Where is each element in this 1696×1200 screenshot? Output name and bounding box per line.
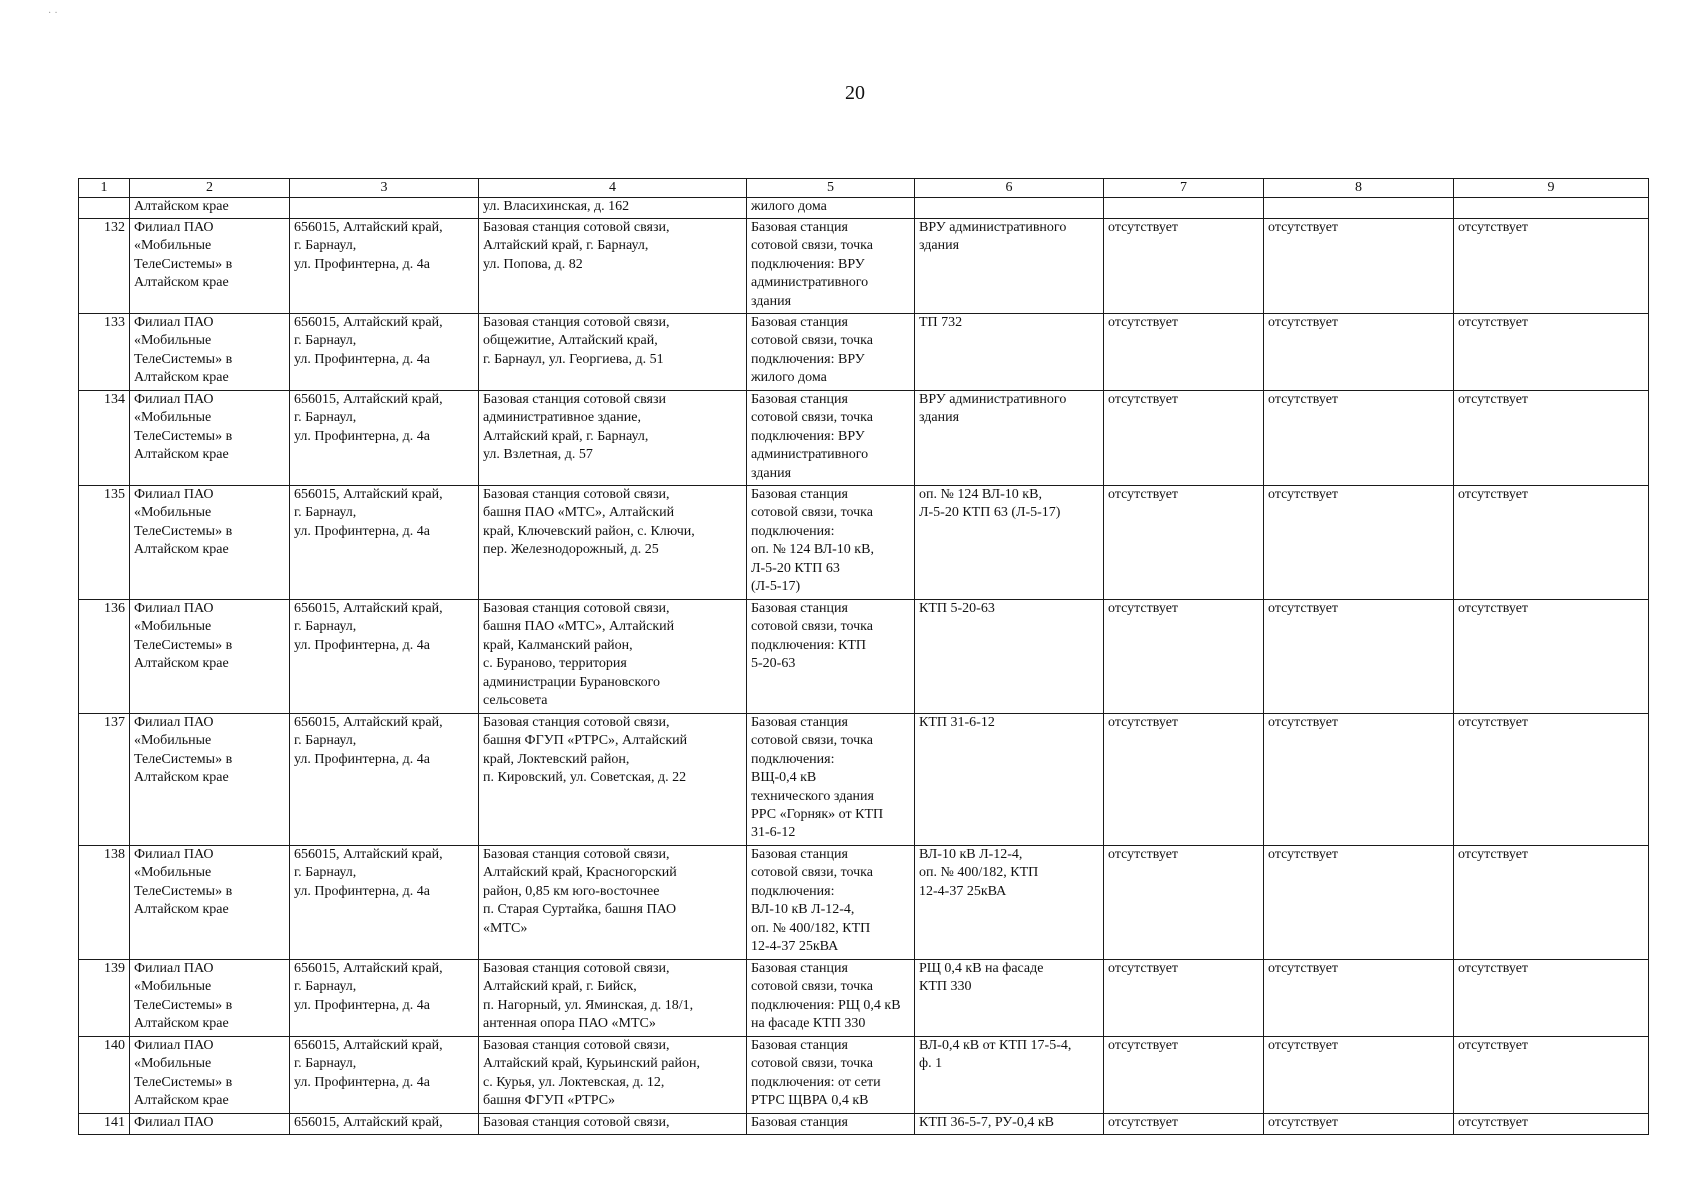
- applicant-address: 656015, Алтайский край,: [290, 1114, 479, 1135]
- applicant-address: 656015, Алтайский край, г. Барнаул, ул. Профинтерна, д. 4а: [290, 1037, 479, 1114]
- table-row: [79, 1114, 1649, 1135]
- object-location: Базовая станция сотовой связи административное здание, Алтайский край, г. Барнаул, ул. Взлетная, д. 57: [479, 391, 747, 486]
- col7-value: отсутствует: [1104, 714, 1264, 846]
- col7-value: отсутствует: [1104, 960, 1264, 1037]
- col9-value: отсутствует: [1454, 486, 1649, 600]
- power-source: КТП 5-20-63: [915, 600, 1104, 714]
- table-row: [79, 314, 1649, 391]
- col8-value: отсутствует: [1264, 1037, 1454, 1114]
- row-number: 132: [79, 219, 130, 314]
- col7-value: отсутствует: [1104, 1114, 1264, 1135]
- column-header: 4: [479, 179, 747, 198]
- row-number: 134: [79, 391, 130, 486]
- object-location: Базовая станция сотовой связи, Алтайский край, Красногорский район, 0,85 км юго-восточнее п. Старая Суртайка, башня ПАО «МТС»: [479, 846, 747, 960]
- power-source: КТП 31-6-12: [915, 714, 1104, 846]
- connection-point: Базовая станция сотовой связи, точка подключения: ВЛ-10 кВ Л-12-4, оп. № 400/182, КТП 12-4-37 25кВА: [747, 846, 915, 960]
- applicant-name: Филиал ПАО «Мобильные ТелеСистемы» в Алтайском крае: [130, 314, 290, 391]
- row-number: 139: [79, 960, 130, 1037]
- applicant-name: Филиал ПАО «Мобильные ТелеСистемы» в Алтайском крае: [130, 600, 290, 714]
- col9-value: отсутствует: [1454, 391, 1649, 486]
- applicant-address: 656015, Алтайский край, г. Барнаул, ул. Профинтерна, д. 4а: [290, 600, 479, 714]
- continuation-row: [79, 198, 1649, 219]
- table-cell: жилого дома: [747, 198, 915, 219]
- col9-value: отсутствует: [1454, 846, 1649, 960]
- corner-mark: ··: [48, 8, 61, 19]
- connection-point: Базовая станция: [747, 1114, 915, 1135]
- connection-point: Базовая станция сотовой связи, точка подключения: ВЩ-0,4 кВ технического здания РРС «Горняк» от КТП 31-6-12: [747, 714, 915, 846]
- page-number: 20: [845, 82, 865, 104]
- col8-value: отсутствует: [1264, 486, 1454, 600]
- applicant-name: Филиал ПАО «Мобильные ТелеСистемы» в Алтайском крае: [130, 846, 290, 960]
- table-row: [79, 1037, 1649, 1114]
- applicant-address: 656015, Алтайский край, г. Барнаул, ул. Профинтерна, д. 4а: [290, 486, 479, 600]
- col8-value: отсутствует: [1264, 1114, 1454, 1135]
- applicant-name: Филиал ПАО «Мобильные ТелеСистемы» в Алтайском крае: [130, 219, 290, 314]
- column-header: 5: [747, 179, 915, 198]
- col9-value: отсутствует: [1454, 960, 1649, 1037]
- applicant-name: Филиал ПАО: [130, 1114, 290, 1135]
- column-header: 7: [1104, 179, 1264, 198]
- header-row: [79, 179, 1649, 198]
- col9-value: отсутствует: [1454, 314, 1649, 391]
- row-number: 138: [79, 846, 130, 960]
- power-source: КТП 36-5-7, РУ-0,4 кВ: [915, 1114, 1104, 1135]
- applicant-address: 656015, Алтайский край, г. Барнаул, ул. Профинтерна, д. 4а: [290, 219, 479, 314]
- table-row: [79, 391, 1649, 486]
- object-location: Базовая станция сотовой связи, Алтайский край, Курьинский район, с. Курья, ул. Локтевская, д. 12, башня ФГУП «РТРС»: [479, 1037, 747, 1114]
- registry-table: [78, 178, 1649, 1135]
- row-number: 140: [79, 1037, 130, 1114]
- object-location: Базовая станция сотовой связи,: [479, 1114, 747, 1135]
- table-cell: ул. Власихинская, д. 162: [479, 198, 747, 219]
- applicant-name: Филиал ПАО «Мобильные ТелеСистемы» в Алтайском крае: [130, 960, 290, 1037]
- table-row: [79, 960, 1649, 1037]
- column-header: 1: [79, 179, 130, 198]
- col8-value: отсутствует: [1264, 714, 1454, 846]
- col9-value: отсутствует: [1454, 219, 1649, 314]
- table-row: [79, 219, 1649, 314]
- power-source: ВЛ-0,4 кВ от КТП 17-5-4, ф. 1: [915, 1037, 1104, 1114]
- table-cell: [1454, 198, 1649, 219]
- connection-point: Базовая станция сотовой связи, точка подключения: ВРУ административного здания: [747, 391, 915, 486]
- table-cell: [1264, 198, 1454, 219]
- row-number: 135: [79, 486, 130, 600]
- power-source: ВРУ административного здания: [915, 219, 1104, 314]
- table-cell: [79, 198, 130, 219]
- power-source: ТП 732: [915, 314, 1104, 391]
- applicant-address: 656015, Алтайский край, г. Барнаул, ул. Профинтерна, д. 4а: [290, 960, 479, 1037]
- col7-value: отсутствует: [1104, 846, 1264, 960]
- connection-point: Базовая станция сотовой связи, точка подключения: ВРУ жилого дома: [747, 314, 915, 391]
- column-header: 9: [1454, 179, 1649, 198]
- col7-value: отсутствует: [1104, 600, 1264, 714]
- row-number: 133: [79, 314, 130, 391]
- column-header: 6: [915, 179, 1104, 198]
- applicant-address: 656015, Алтайский край, г. Барнаул, ул. Профинтерна, д. 4а: [290, 846, 479, 960]
- col9-value: отсутствует: [1454, 1114, 1649, 1135]
- table-row: [79, 600, 1649, 714]
- row-number: 141: [79, 1114, 130, 1135]
- col9-value: отсутствует: [1454, 600, 1649, 714]
- connection-point: Базовая станция сотовой связи, точка подключения: оп. № 124 ВЛ-10 кВ, Л-5-20 КТП 63 (Л-5-17): [747, 486, 915, 600]
- col7-value: отсутствует: [1104, 1037, 1264, 1114]
- column-header: 3: [290, 179, 479, 198]
- col9-value: отсутствует: [1454, 1037, 1649, 1114]
- object-location: Базовая станция сотовой связи, Алтайский край, г. Барнаул, ул. Попова, д. 82: [479, 219, 747, 314]
- col7-value: отсутствует: [1104, 391, 1264, 486]
- table-row: [79, 714, 1649, 846]
- connection-point: Базовая станция сотовой связи, точка подключения: ВРУ административного здания: [747, 219, 915, 314]
- power-source: РЩ 0,4 кВ на фасаде КТП 330: [915, 960, 1104, 1037]
- col8-value: отсутствует: [1264, 219, 1454, 314]
- object-location: Базовая станция сотовой связи, Алтайский край, г. Бийск, п. Нагорный, ул. Яминская, д. 18/1, антенная опора ПАО «МТС»: [479, 960, 747, 1037]
- table-cell: [1104, 198, 1264, 219]
- power-source: ВРУ административного здания: [915, 391, 1104, 486]
- col8-value: отсутствует: [1264, 600, 1454, 714]
- applicant-name: Филиал ПАО «Мобильные ТелеСистемы» в Алтайском крае: [130, 714, 290, 846]
- power-source: ВЛ-10 кВ Л-12-4, оп. № 400/182, КТП 12-4-37 25кВА: [915, 846, 1104, 960]
- row-number: 137: [79, 714, 130, 846]
- col7-value: отсутствует: [1104, 486, 1264, 600]
- column-header: 8: [1264, 179, 1454, 198]
- col8-value: отсутствует: [1264, 314, 1454, 391]
- table-row: [79, 486, 1649, 600]
- object-location: Базовая станция сотовой связи, башня ПАО «МТС», Алтайский край, Калманский район, с. Бураново, территория администрации Бурановского сельсовета: [479, 600, 747, 714]
- applicant-address: 656015, Алтайский край, г. Барнаул, ул. Профинтерна, д. 4а: [290, 314, 479, 391]
- table-cell: [915, 198, 1104, 219]
- col8-value: отсутствует: [1264, 391, 1454, 486]
- table-row: [79, 846, 1649, 960]
- row-number: 136: [79, 600, 130, 714]
- col8-value: отсутствует: [1264, 846, 1454, 960]
- column-header: 2: [130, 179, 290, 198]
- col7-value: отсутствует: [1104, 219, 1264, 314]
- connection-point: Базовая станция сотовой связи, точка подключения: РЩ 0,4 кВ на фасаде КТП 330: [747, 960, 915, 1037]
- power-source: оп. № 124 ВЛ-10 кВ, Л-5-20 КТП 63 (Л-5-17): [915, 486, 1104, 600]
- object-location: Базовая станция сотовой связи, общежитие, Алтайский край, г. Барнаул, ул. Георгиева, д. 51: [479, 314, 747, 391]
- connection-point: Базовая станция сотовой связи, точка подключения: от сети РТРС ЩВРА 0,4 кВ: [747, 1037, 915, 1114]
- col8-value: отсутствует: [1264, 960, 1454, 1037]
- table-cell: [290, 198, 479, 219]
- col7-value: отсутствует: [1104, 314, 1264, 391]
- object-location: Базовая станция сотовой связи, башня ПАО «МТС», Алтайский край, Ключевский район, с. Ключи, пер. Железнодорожный, д. 25: [479, 486, 747, 600]
- table-cell: Алтайском крае: [130, 198, 290, 219]
- applicant-address: 656015, Алтайский край, г. Барнаул, ул. Профинтерна, д. 4а: [290, 714, 479, 846]
- connection-point: Базовая станция сотовой связи, точка подключения: КТП 5-20-63: [747, 600, 915, 714]
- object-location: Базовая станция сотовой связи, башня ФГУП «РТРС», Алтайский край, Локтевский район, п. Кировский, ул. Советская, д. 22: [479, 714, 747, 846]
- applicant-name: Филиал ПАО «Мобильные ТелеСистемы» в Алтайском крае: [130, 1037, 290, 1114]
- col9-value: отсутствует: [1454, 714, 1649, 846]
- applicant-name: Филиал ПАО «Мобильные ТелеСистемы» в Алтайском крае: [130, 391, 290, 486]
- applicant-address: 656015, Алтайский край, г. Барнаул, ул. Профинтерна, д. 4а: [290, 391, 479, 486]
- applicant-name: Филиал ПАО «Мобильные ТелеСистемы» в Алтайском крае: [130, 486, 290, 600]
